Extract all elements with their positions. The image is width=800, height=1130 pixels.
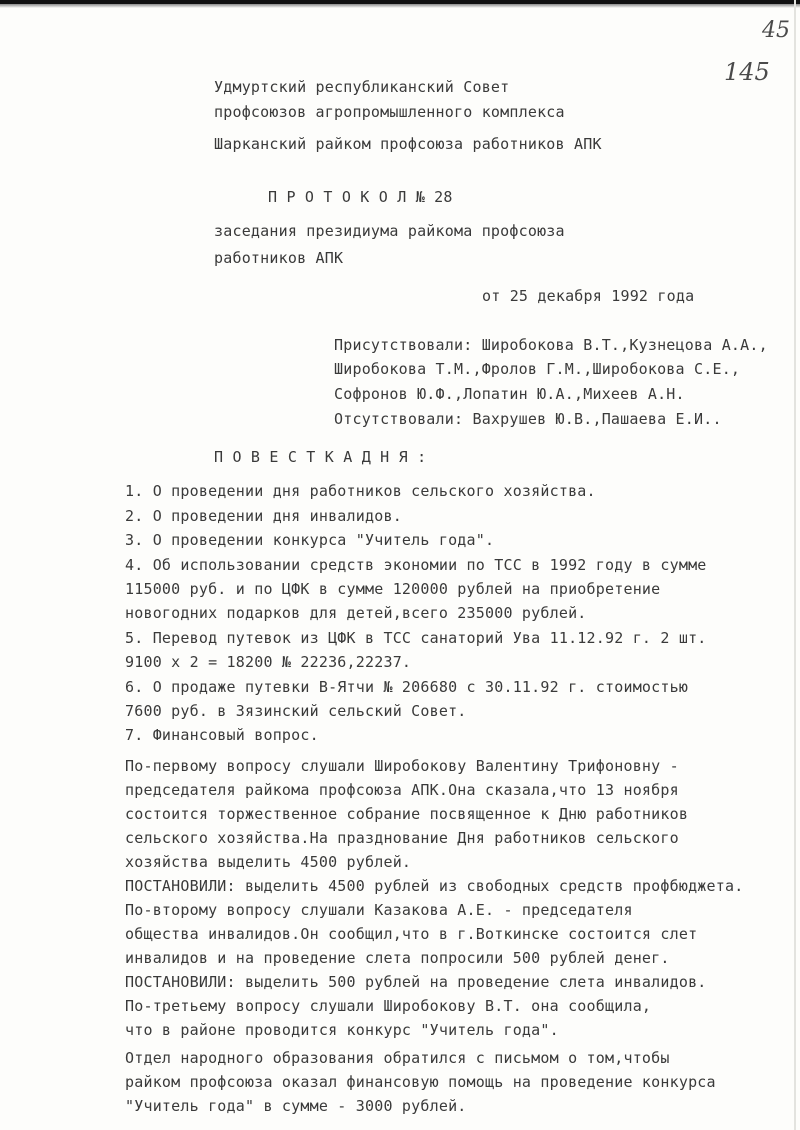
- page-number-annotation: 45: [762, 18, 790, 43]
- agenda-item: 2. О проведении дня инвалидов.: [125, 507, 402, 525]
- agenda-item: 115000 руб. и по ЦФК в сумме 120000 рублей на приобретение: [125, 580, 661, 598]
- agenda-item: 5. Перевод путевок из ЦФК в ТСС санаторий Ува 11.12.92 г. 2 шт.: [125, 629, 707, 647]
- body-line: состоится торжественное собрание посвященное к Дню работников: [125, 805, 689, 823]
- absent-line: Отсутствовали: Вахрушев Ю.В.,Пашаева Е.И..: [334, 410, 722, 428]
- body-line: что в районе проводится конкурс "Учитель года".: [125, 1021, 559, 1039]
- agenda-item: 7600 руб. в Зязинский сельский Совет.: [125, 702, 467, 720]
- resolution-line: ПОСТАНОВИЛИ: выделить 500 рублей на проведение слета инвалидов.: [125, 973, 707, 991]
- archive-number-annotation: 145: [724, 58, 770, 86]
- header-line-2: профсоюзов агропромышленного комплекса: [214, 103, 565, 121]
- body-line: Отдел народного образования обратился с письмом о том,чтобы: [125, 1049, 670, 1067]
- body-line: председателя райкома профсоюза АПК.Она сказала,что 13 ноября: [125, 781, 679, 799]
- protocol-date: от 25 декабря 1992 года: [482, 287, 695, 305]
- agenda-item: 7. Финансовый вопрос.: [125, 726, 319, 744]
- agenda-item: 4. Об использовании средств экономии по ТСС в 1992 году в сумме: [125, 556, 707, 574]
- protocol-subtitle-1: заседания президиума райкома профсоюза: [214, 222, 565, 240]
- agenda-heading: П О В Е С Т К А Д Н Я :: [214, 448, 427, 466]
- body-line: сельского хозяйства.На празднование Дня работников сельского: [125, 829, 679, 847]
- header-line-1: Удмуртский республиканский Совет: [214, 78, 510, 96]
- agenda-item: 9100 х 2 = 18200 № 22236,22237.: [125, 653, 412, 671]
- attendance-line-2: Широбокова Т.М.,Фролов Г.М.,Широбокова С.Е.,: [334, 360, 741, 378]
- resolution-line: ПОСТАНОВИЛИ: выделить 4500 рублей из свободных средств профбюджета.: [125, 877, 744, 895]
- body-line: хозяйства выделить 4500 рублей.: [125, 853, 412, 871]
- agenda-item: 1. О проведении дня работников сельского хозяйства.: [125, 482, 596, 500]
- body-line: По-третьему вопросу слушали Широбокову В.Т. она сообщила,: [125, 997, 652, 1015]
- agenda-item: новогодних подарков для детей,всего 235000 рублей.: [125, 604, 587, 622]
- protocol-heading: П Р О Т О К О Л № 28: [268, 188, 453, 206]
- body-line: "Учитель года" в сумме - 3000 рублей.: [125, 1097, 467, 1115]
- body-line: инвалидов и на проведение слета попросили 500 рублей денег.: [125, 949, 670, 967]
- agenda-item: 6. О продаже путевки В-Ятчи № 206680 с 30.11.92 г. стоимостью: [125, 678, 689, 696]
- body-line: общества инвалидов.Он сообщил,что в г.Воткинске состоится слет: [125, 925, 698, 943]
- attendance-line-1: Присутствовали: Широбокова В.Т.,Кузнецова А.А.,: [334, 336, 768, 354]
- header-line-3: Шарканский райком профсоюза работников АПК: [214, 135, 602, 153]
- agenda-item: 3. О проведении конкурса "Учитель года".: [125, 531, 495, 549]
- body-line: По-первому вопросу слушали Широбокову Валентину Трифоновну -: [125, 757, 679, 775]
- attendance-line-3: Софронов Ю.Ф.,Лопатин Ю.А.,Михеев А.Н.: [334, 385, 685, 403]
- body-line: По-второму вопросу слушали Казакова А.Е. - председателя: [125, 901, 633, 919]
- protocol-subtitle-2: работников АПК: [214, 249, 344, 267]
- body-line: райком профсоюза оказал финансовую помощь на проведение конкурса: [125, 1073, 716, 1091]
